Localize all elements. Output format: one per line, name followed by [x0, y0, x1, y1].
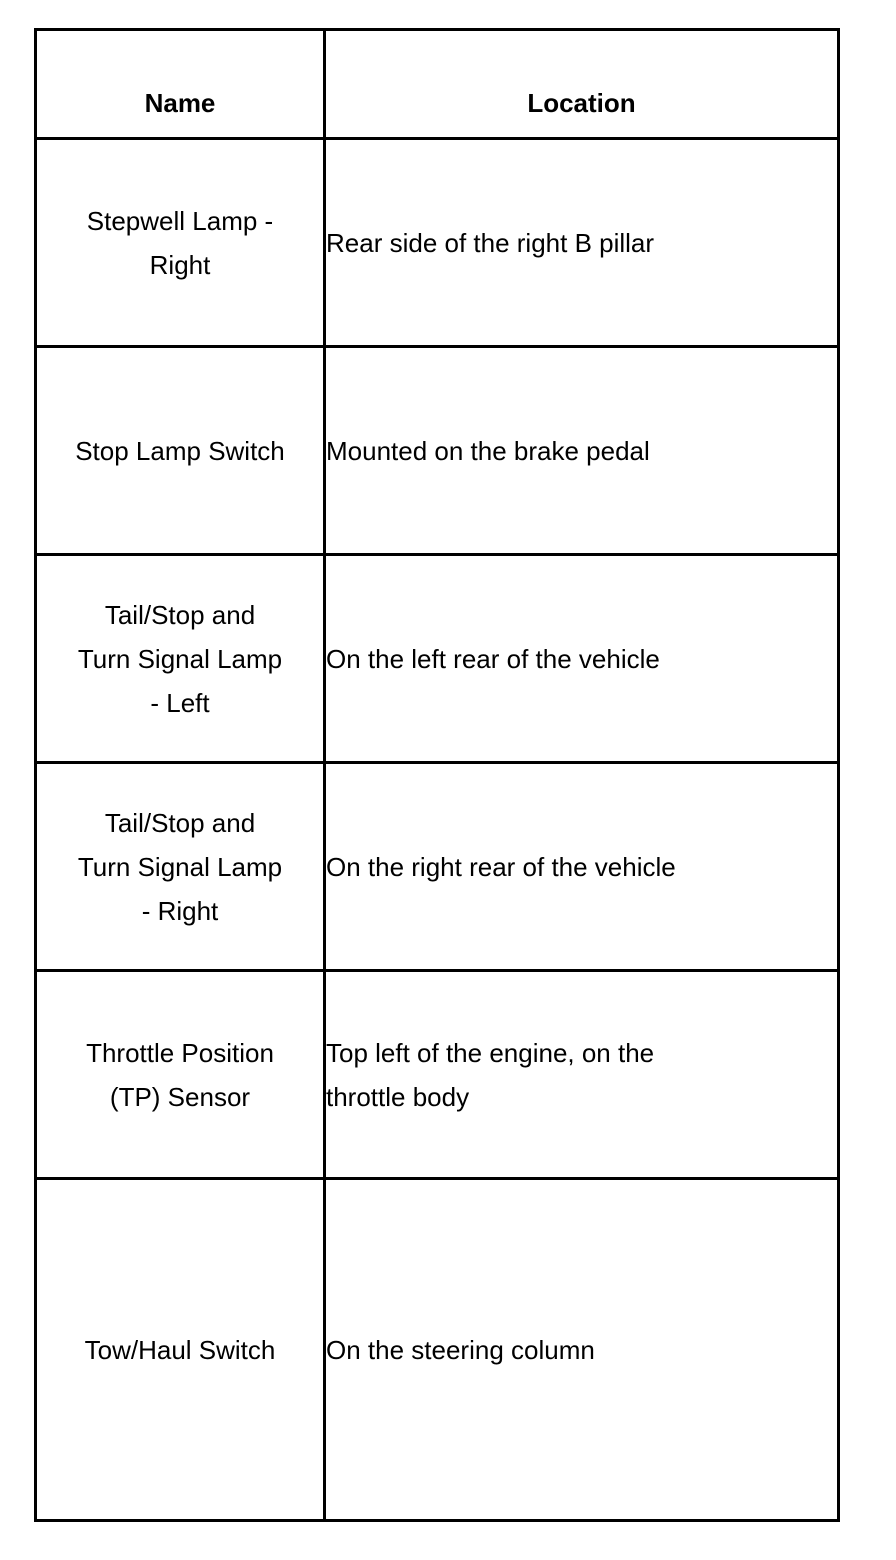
table-row — [36, 555, 839, 763]
name-line: Throttle Position — [86, 1037, 274, 1068]
table-row — [36, 139, 839, 347]
location-cell — [325, 763, 839, 971]
location-cell — [325, 555, 839, 763]
name-line: Right — [149, 249, 211, 280]
name-line: Tow/Haul Switch — [84, 1334, 276, 1365]
name-line: Turn Signal Lamp — [77, 851, 283, 882]
name-cell — [36, 971, 325, 1179]
location-line: On the right rear of the vehicle — [326, 851, 676, 882]
location-cell — [325, 347, 839, 555]
header-name: Name — [36, 30, 325, 139]
table-row — [36, 347, 839, 555]
name-line: - Left — [150, 687, 210, 718]
header-row — [36, 30, 839, 139]
name-line: Stop Lamp Switch — [75, 435, 285, 466]
name-cell — [36, 555, 325, 763]
location-line: Mounted on the brake pedal — [326, 435, 650, 466]
name-cell — [36, 139, 325, 347]
component-location-table — [34, 28, 840, 1522]
location-cell — [325, 139, 839, 347]
name-cell — [36, 763, 325, 971]
location-line: On the left rear of the vehicle — [326, 643, 660, 674]
table-row — [36, 763, 839, 971]
name-line: Turn Signal Lamp — [77, 643, 283, 674]
location-line: throttle body — [326, 1081, 470, 1112]
name-cell — [36, 1179, 325, 1521]
name-line: (TP) Sensor — [109, 1081, 251, 1112]
name-cell — [36, 347, 325, 555]
location-cell — [325, 1179, 839, 1521]
name-line: Tail/Stop and — [104, 807, 256, 838]
location-line: On the steering column — [326, 1334, 595, 1365]
table-row — [36, 1179, 839, 1521]
location-cell — [325, 971, 839, 1179]
name-line: - Right — [141, 895, 219, 926]
location-line: Rear side of the right B pillar — [326, 227, 655, 258]
table-row — [36, 971, 839, 1179]
header-location: Location — [325, 30, 839, 139]
name-line: Tail/Stop and — [104, 599, 256, 630]
name-line: Stepwell Lamp - — [86, 205, 274, 236]
location-line: Top left of the engine, on the — [326, 1037, 655, 1068]
